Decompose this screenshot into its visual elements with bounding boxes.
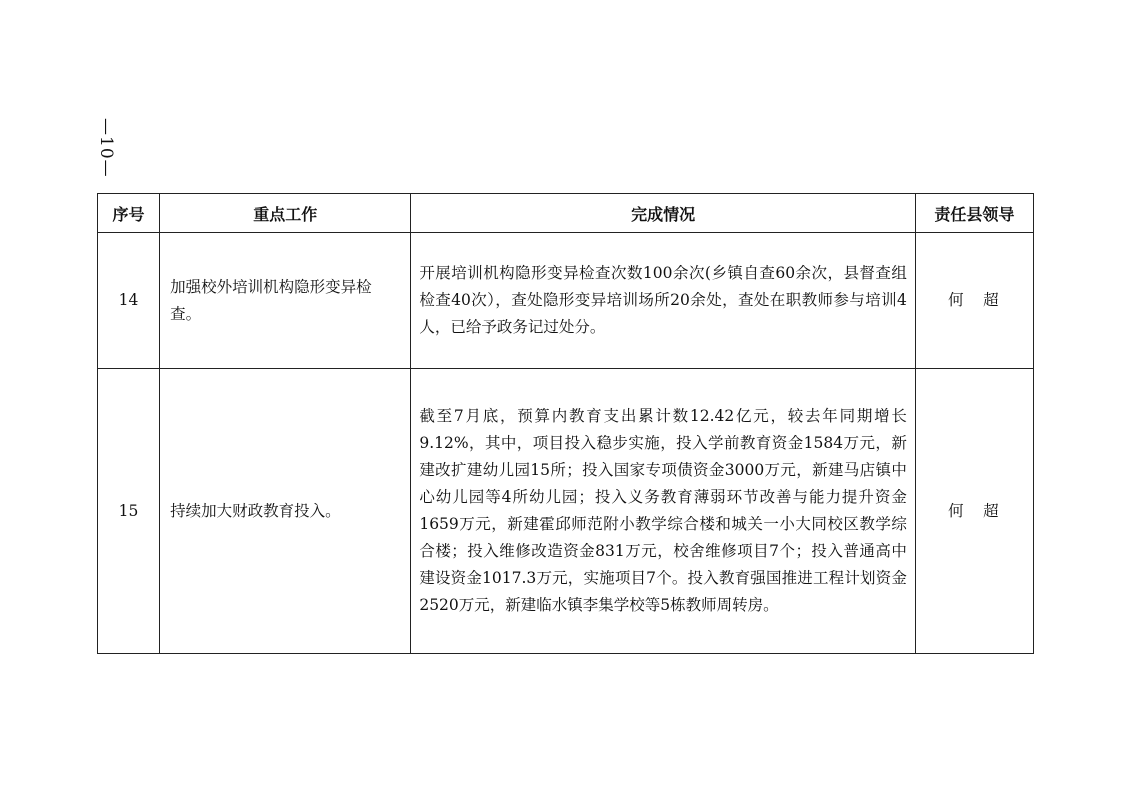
table-row bbox=[98, 369, 1034, 654]
table-header-row bbox=[98, 194, 1034, 233]
row-number: 15 bbox=[98, 369, 160, 654]
row-leader: 何 超 bbox=[915, 369, 1033, 654]
header-status: 完成情况 bbox=[411, 194, 916, 233]
row-leader: 何 超 bbox=[915, 233, 1033, 369]
row-status: 开展培训机构隐形变异检查次数100余次(乡镇自查60余次，县督查组检查40次），查处隐形变异培训场所20余处，查处在职教师参与培训4人，已给予政务记过处分。 bbox=[411, 233, 916, 369]
header-task: 重点工作 bbox=[160, 194, 411, 233]
work-table bbox=[97, 193, 1034, 654]
row-task: 加强校外培训机构隐形变异检查。 bbox=[160, 233, 411, 369]
header-leader: 责任县领导 bbox=[915, 194, 1033, 233]
header-no: 序号 bbox=[98, 194, 160, 233]
row-task: 持续加大财政教育投入。 bbox=[160, 369, 411, 654]
row-number: 14 bbox=[98, 233, 160, 369]
table-row bbox=[98, 233, 1034, 369]
row-status: 截至7月底，预算内教育支出累计数12.42亿元，较去年同期增长9.12%，其中，项目投入稳步实施，投入学前教育资金1584万元，新建改扩建幼儿园15所；投入国家专项债资金3000万元，新建马店镇中心幼儿园等4所幼儿园；投入义务教育薄弱环节改善与能力提升资金1659万元，新建霍邱师范附小教学综合楼和城关一小大同校区教学综合楼；投入维修改造资金831万元，校舍维修项目7个；投入普通高中建设资金1017.3万元，实施项目7个。投入教育强国推进工程计划资金2520万元，新建临水镇李集学校等5栋教师周转房。 bbox=[411, 369, 916, 654]
page-number: —10— bbox=[96, 118, 116, 178]
